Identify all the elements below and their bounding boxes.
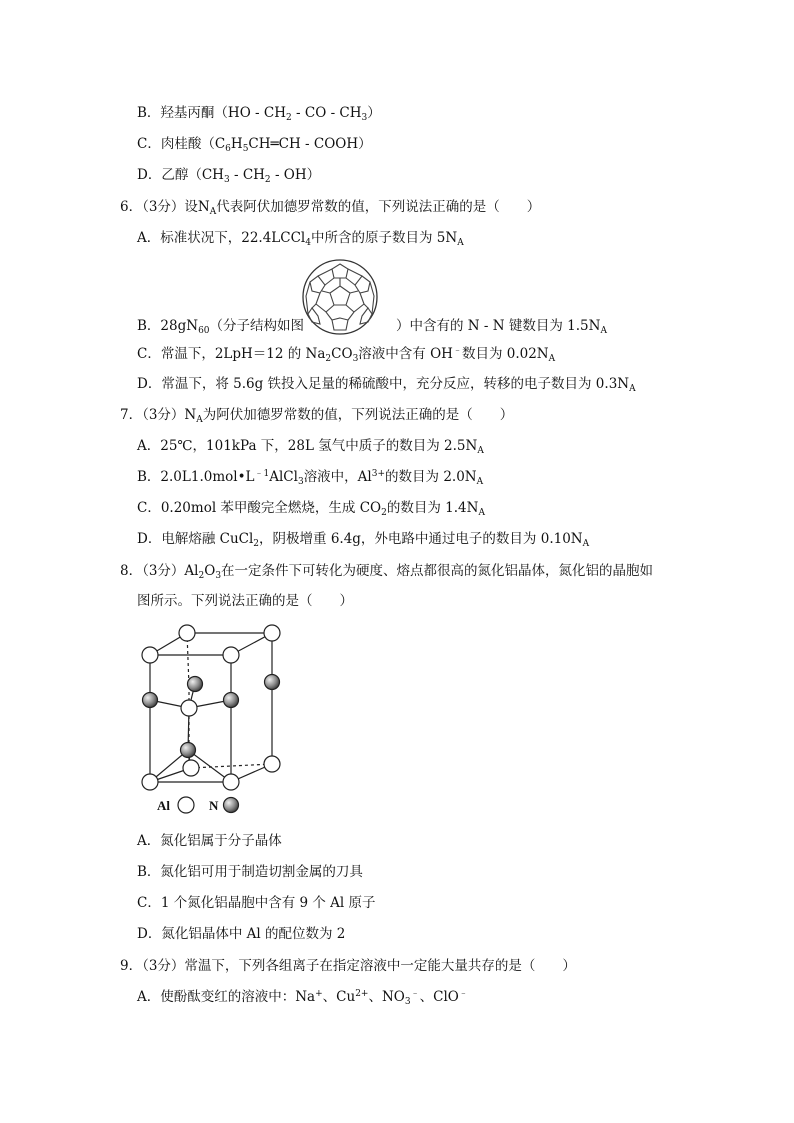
q7-option-d: D．电解熔融 CuCl$_2$，阴极增重 6.4g，外电路中通过电子的数目为 $0.10N_A$ — [137, 531, 590, 549]
q8-stem: 8．（3分）$Al_2O_3$在一定条件下可转化为硬度、熔点都很高的氮化铝晶体，氮化铝的晶胞如 — [120, 563, 654, 581]
q6-option-c: C．常温下，2LpH＝12 的 $Na_2CO_3$溶液中含有 OH﹣数目为 $0.02N_A$ — [137, 346, 556, 364]
q5-option-c: C．肉桂酸（$C_6H_5CH═CH$ - COOH） — [137, 136, 372, 154]
q6-option-a: A．标准状况下，22.4LCCl$_4$中所含的原子数目为 $5N_A$ — [137, 230, 464, 248]
aln-crystal-cell-figure — [138, 620, 300, 820]
legend-al-label: Al — [157, 798, 170, 813]
q8-option-d: D．氮化铝晶体中 Al 的配位数为 2 — [137, 926, 346, 942]
q6-stem: 6．（3分）设$N_A$代表阿伏加德罗常数的值，下列说法正确的是（ ） — [120, 199, 541, 217]
legend-al-circle — [178, 797, 194, 813]
q7-stem: 7．（3分）$N_A$为阿伏加德罗常数的值，下列说法正确的是（ ） — [120, 407, 514, 425]
q7-option-b: B．$2.0L1.0mol•L^{﹣1}AlCl_3$溶液中，$Al^{3+}$的数目为 $2.0N_A$ — [137, 469, 484, 487]
q8-option-c: C．1 个氮化铝晶胞中含有 9 个 Al 原子 — [137, 895, 376, 911]
q5-option-d: D．乙醇$(CH_3 - CH_2 - OH)$ — [137, 167, 321, 185]
q8-option-a: A．氮化铝属于分子晶体 — [137, 833, 282, 849]
q6-option-b: B．$28gN_{60}$（分子结构如图 ）中含有的 N - N 键数目为 $1.5N_A$ — [137, 318, 607, 336]
legend-n-label: N — [209, 798, 219, 813]
q5-option-b: B．羟基丙酮（$HO - CH_2$ - CO - $CH_3$） — [137, 105, 381, 123]
q9-stem: 9．（3分）常温下，下列各组离子在指定溶液中一定能大量共存的是（ ） — [120, 958, 576, 974]
q9-option-a: A．使酚酞变红的溶液中：Na+、$Cu^{2+}$、$NO_3^﹣$、ClO﹣ — [137, 989, 468, 1007]
q6-option-d: D．常温下，将 5.6g 铁投入足量的稀硫酸中，充分反应，转移的电子数目为 $0.3N_A$ — [137, 376, 636, 394]
q8-stem-line2: 图所示。下列说法正确的是（ ） — [137, 593, 353, 609]
q7-option-a: A．25℃，101kPa 下，28L 氢气中质子的数目为 $2.5N_A$ — [137, 438, 484, 456]
q8-option-b: B．氮化铝可用于制造切割金属的刀具 — [137, 864, 363, 880]
q7-option-c: C．0.20mol 苯甲酸完全燃烧，生成 $CO_2$的数目为 $1.4N_A$ — [137, 500, 485, 518]
legend-n-circle — [224, 798, 239, 813]
